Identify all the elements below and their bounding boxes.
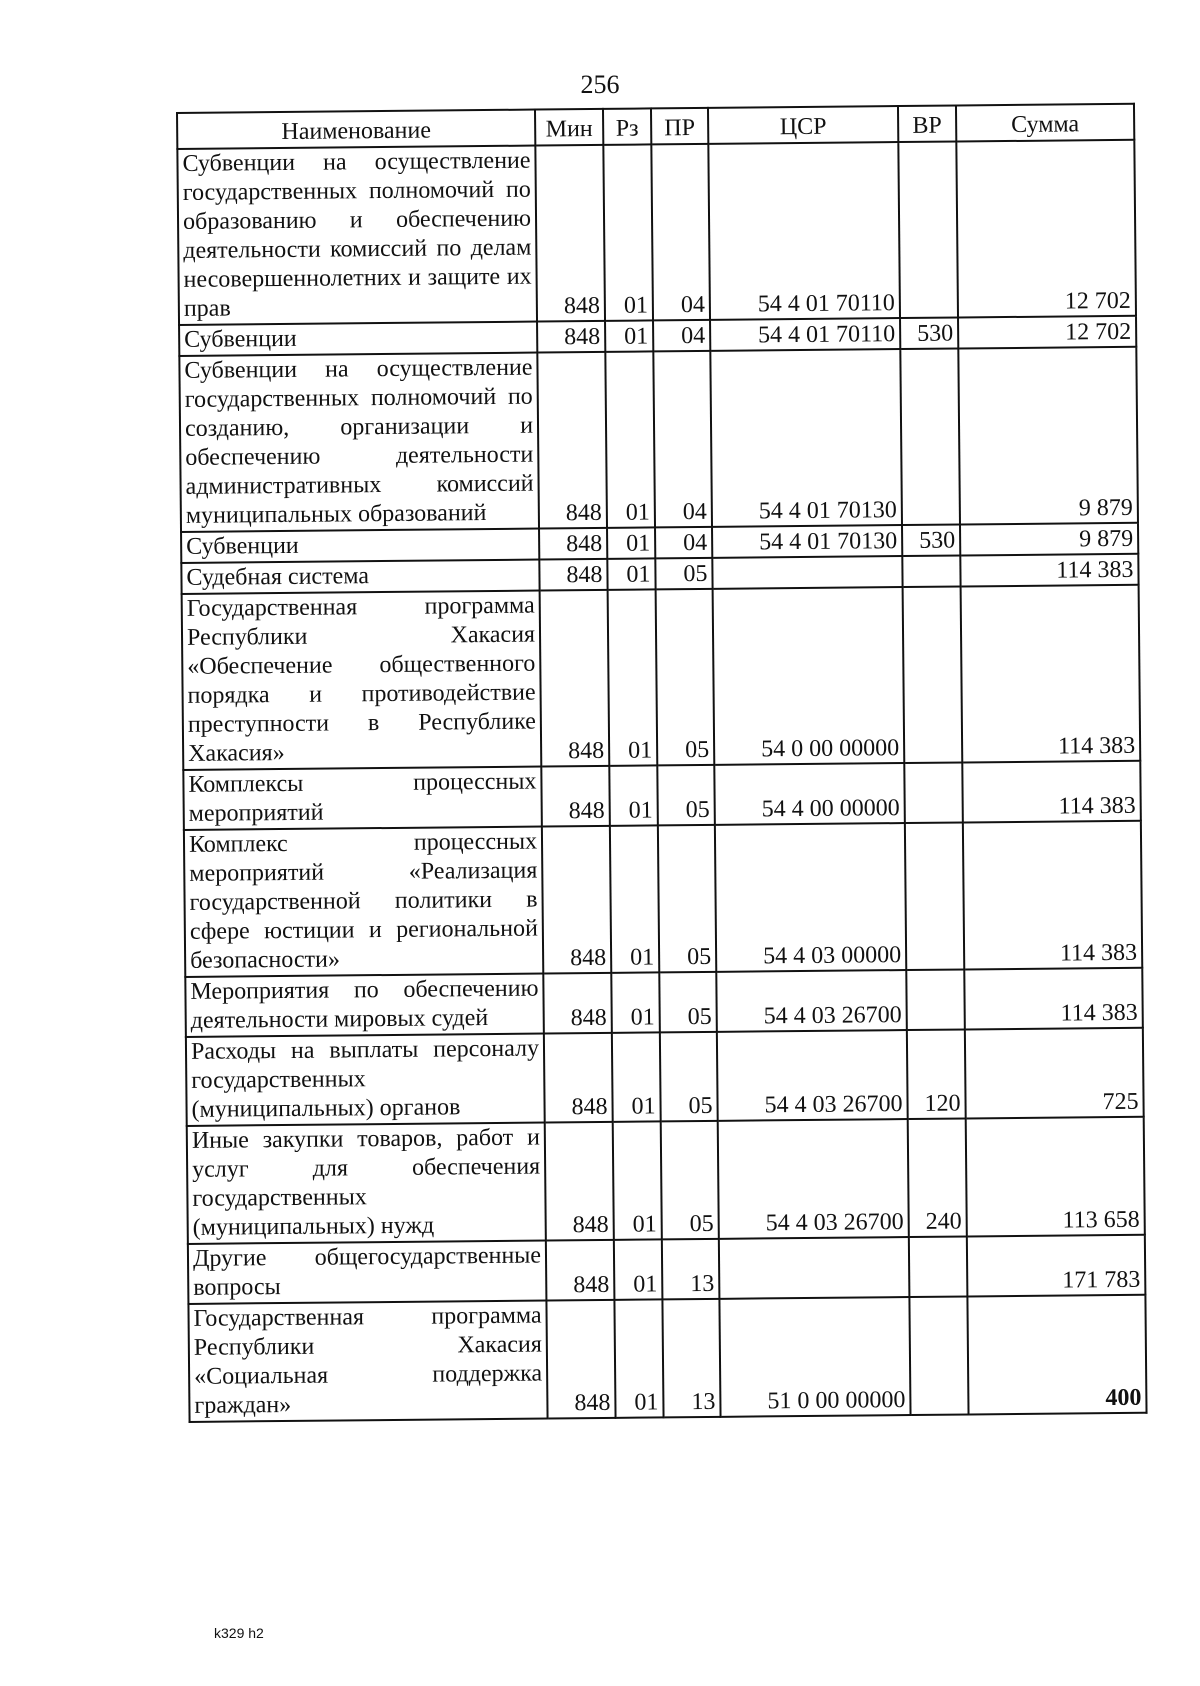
cell-min: 848 bbox=[546, 1300, 615, 1419]
header-name: Наименование bbox=[177, 110, 535, 149]
header-csr: ЦСР bbox=[708, 106, 898, 144]
budget-table-wrapper bbox=[176, 103, 1146, 1423]
cell-vr bbox=[909, 1296, 968, 1415]
cell-min: 848 bbox=[540, 590, 610, 767]
cell-name: Судебная система bbox=[181, 560, 539, 594]
cell-rz: 01 bbox=[613, 1121, 662, 1239]
cell-csr: 54 4 03 00000 bbox=[715, 823, 906, 972]
cell-vr bbox=[900, 349, 960, 526]
cell-sum: 114 383 bbox=[962, 761, 1141, 823]
cell-sum: 114 383 bbox=[964, 968, 1143, 1030]
cell-min: 848 bbox=[541, 766, 610, 827]
cell-pr: 05 bbox=[657, 765, 715, 826]
cell-vr bbox=[905, 822, 964, 970]
cell-sum: 114 383 bbox=[960, 554, 1138, 587]
cell-min: 848 bbox=[537, 352, 607, 529]
cell-min: 848 bbox=[542, 826, 611, 974]
budget-table bbox=[176, 103, 1148, 1423]
cell-vr bbox=[898, 142, 958, 319]
cell-vr: 240 bbox=[908, 1118, 967, 1237]
cell-vr bbox=[903, 586, 963, 763]
footer-code: k329 h2 bbox=[214, 1625, 264, 1641]
cell-sum: 12 702 bbox=[958, 316, 1136, 349]
cell-sum: 12 702 bbox=[956, 140, 1136, 318]
cell-pr: 04 bbox=[653, 320, 710, 352]
cell-vr bbox=[906, 969, 965, 1030]
table-row bbox=[187, 1117, 1145, 1244]
cell-name: Другие общегосударственные вопросы bbox=[188, 1241, 547, 1304]
cell-rz: 01 bbox=[605, 351, 655, 527]
cell-name: Расходы на выплаты персоналу государственных (муниципальных) органов bbox=[186, 1034, 545, 1126]
cell-csr: 54 4 00 00000 bbox=[714, 763, 905, 825]
cell-name: Субвенции на осуществление государственных полномочий по образованию и обеспечению деятельности комиссий по делам несовершеннолетних и защите их прав bbox=[177, 146, 537, 325]
cell-vr bbox=[909, 1236, 968, 1297]
page-number: 256 bbox=[580, 70, 620, 99]
cell-min: 848 bbox=[544, 1033, 613, 1123]
cell-sum: 114 383 bbox=[961, 585, 1141, 763]
cell-csr: 54 4 03 26700 bbox=[716, 970, 907, 1032]
cell-name: Иные закупки товаров, работ и услуг для обеспечения государственных (муниципальных) нужд bbox=[187, 1123, 546, 1244]
cell-sum: 9 879 bbox=[958, 347, 1138, 525]
cell-min: 848 bbox=[546, 1240, 615, 1301]
header-pr: ПР bbox=[651, 108, 708, 145]
cell-min: 848 bbox=[535, 145, 605, 322]
cell-pr: 05 bbox=[659, 972, 717, 1033]
cell-pr: 04 bbox=[653, 351, 712, 528]
cell-min: 848 bbox=[545, 1122, 614, 1241]
cell-pr: 13 bbox=[662, 1239, 720, 1300]
cell-sum: 113 658 bbox=[966, 1117, 1145, 1237]
table-row bbox=[185, 968, 1143, 1037]
cell-pr: 13 bbox=[662, 1299, 720, 1418]
cell-rz: 01 bbox=[614, 1299, 663, 1417]
cell-name: Субвенции bbox=[179, 322, 537, 356]
cell-pr: 05 bbox=[661, 1121, 719, 1240]
cell-sum: 114 383 bbox=[963, 821, 1142, 970]
cell-rz: 01 bbox=[609, 765, 658, 825]
cell-csr: 54 4 03 26700 bbox=[717, 1030, 908, 1121]
table-row bbox=[186, 1028, 1144, 1126]
cell-min: 848 bbox=[537, 321, 605, 353]
table-row bbox=[177, 140, 1136, 325]
cell-rz: 01 bbox=[611, 972, 660, 1032]
cell-name: Государственная программа Республики Хакасия «Социальная поддержка граждан» bbox=[188, 1300, 547, 1421]
cell-csr: 54 4 01 70130 bbox=[710, 349, 902, 527]
cell-rz: 01 bbox=[612, 1032, 661, 1121]
cell-csr: 51 0 00 00000 bbox=[719, 1297, 910, 1417]
cell-name: Субвенции на осуществление государственных полномочий по созданию, организации и обеспечению деятельности административных комиссий муниципальных образований bbox=[179, 353, 539, 532]
cell-csr: 54 4 03 26700 bbox=[718, 1119, 909, 1239]
cell-csr bbox=[719, 1237, 910, 1299]
header-vr: ВР bbox=[898, 106, 956, 143]
cell-pr: 04 bbox=[651, 144, 710, 321]
cell-csr: 54 0 00 00000 bbox=[713, 587, 905, 765]
cell-sum: 725 bbox=[965, 1028, 1144, 1119]
cell-rz: 01 bbox=[607, 558, 655, 589]
cell-csr bbox=[712, 556, 902, 589]
cell-name: Субвенции bbox=[181, 529, 539, 563]
cell-vr: 120 bbox=[907, 1029, 966, 1119]
cell-name: Комплекс процессных мероприятий «Реализация государственной политики в сфере юстиции и региональной безопасности» bbox=[184, 827, 543, 977]
cell-pr: 05 bbox=[656, 589, 715, 766]
cell-sum: 9 879 bbox=[960, 523, 1138, 556]
cell-rz: 01 bbox=[603, 144, 653, 320]
cell-name: Государственная программа Республики Хакасия «Обеспечение общественного порядка и противодействие преступности в Республике Хакасия» bbox=[182, 591, 542, 770]
cell-vr bbox=[904, 762, 963, 823]
cell-rz: 01 bbox=[614, 1239, 663, 1299]
cell-pr: 05 bbox=[660, 1032, 718, 1122]
cell-min: 848 bbox=[543, 973, 612, 1034]
header-rz: Рз bbox=[603, 108, 651, 144]
cell-sum: 400 bbox=[967, 1295, 1146, 1415]
table-row bbox=[188, 1235, 1146, 1304]
header-min: Мин bbox=[535, 109, 603, 146]
table-row bbox=[182, 585, 1141, 770]
header-sum: Сумма bbox=[956, 104, 1134, 142]
cell-pr: 05 bbox=[655, 558, 712, 590]
table-row bbox=[183, 761, 1141, 830]
cell-rz: 01 bbox=[608, 589, 658, 765]
cell-min: 848 bbox=[539, 559, 607, 591]
cell-pr: 05 bbox=[658, 825, 716, 973]
table-row bbox=[179, 347, 1138, 532]
cell-csr: 54 4 01 70110 bbox=[710, 318, 900, 351]
cell-vr: 530 bbox=[900, 318, 958, 350]
table-row bbox=[184, 821, 1142, 977]
cell-vr: 530 bbox=[902, 524, 960, 556]
cell-name: Мероприятия по обеспечению деятельности мировых судей bbox=[185, 974, 544, 1037]
cell-name: Комплексы процессных мероприятий bbox=[183, 767, 542, 830]
cell-sum: 171 783 bbox=[967, 1235, 1146, 1297]
cell-pr: 04 bbox=[655, 527, 712, 559]
table-row bbox=[188, 1295, 1146, 1422]
cell-vr bbox=[902, 555, 960, 587]
cell-rz: 01 bbox=[607, 527, 655, 558]
cell-csr: 54 4 01 70110 bbox=[708, 142, 900, 320]
cell-csr: 54 4 01 70130 bbox=[712, 525, 902, 558]
cell-min: 848 bbox=[539, 528, 607, 560]
table-body bbox=[177, 140, 1146, 1422]
cell-rz: 01 bbox=[605, 320, 653, 351]
cell-rz: 01 bbox=[610, 825, 659, 972]
